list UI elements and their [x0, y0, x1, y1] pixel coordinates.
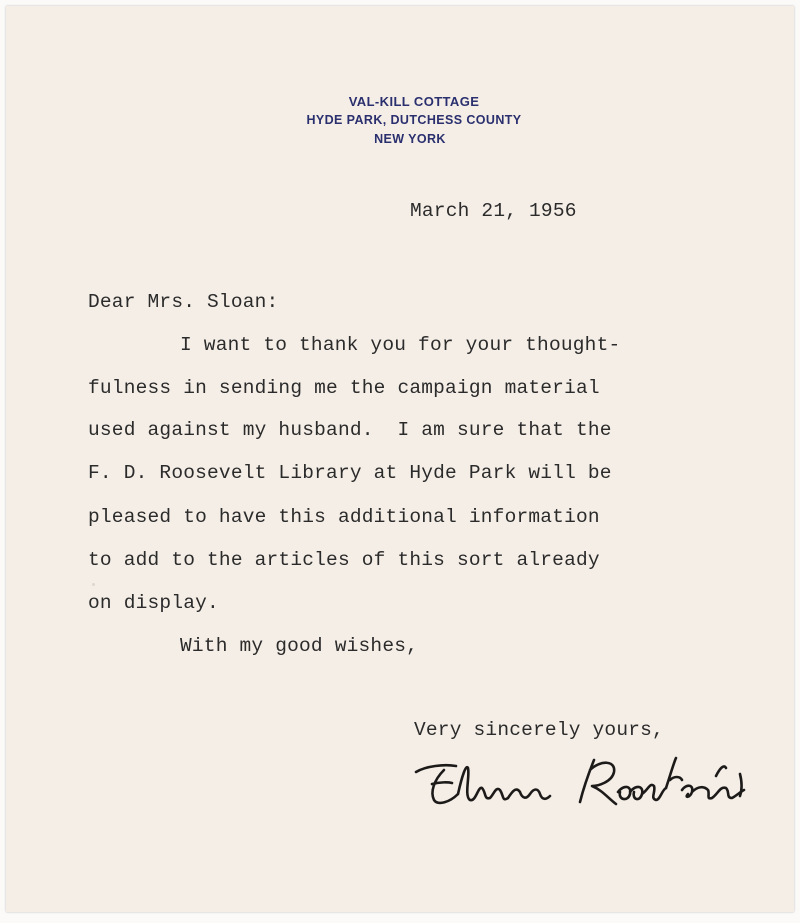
letterhead-line-2: HYDE PARK, DUTCHESS COUNTY	[306, 113, 522, 127]
handwritten-signature	[404, 746, 774, 826]
body-line: fulness in sending me the campaign material	[88, 377, 600, 399]
body-line: used against my husband. I am sure that the	[88, 419, 612, 441]
complimentary-close: Very sincerely yours,	[414, 719, 664, 741]
body-line: on display.	[88, 592, 219, 614]
body-line: to add to the articles of this sort already	[88, 549, 600, 571]
letterhead	[6, 92, 794, 149]
good-wishes-line: With my good wishes,	[180, 635, 419, 657]
body-line: I want to thank you for your thought-	[180, 334, 621, 356]
letterhead-line-1: VAL-KILL COTTAGE	[348, 94, 480, 109]
body-line: pleased to have this additional information	[88, 506, 600, 528]
letterhead-line-3: NEW YORK	[374, 132, 446, 146]
paper-mark	[92, 583, 95, 586]
letter-date: March 21, 1956	[410, 200, 577, 222]
letter-sheet	[6, 6, 794, 912]
salutation: Dear Mrs. Sloan:	[88, 291, 279, 313]
body-line: F. D. Roosevelt Library at Hyde Park will be	[88, 462, 612, 484]
